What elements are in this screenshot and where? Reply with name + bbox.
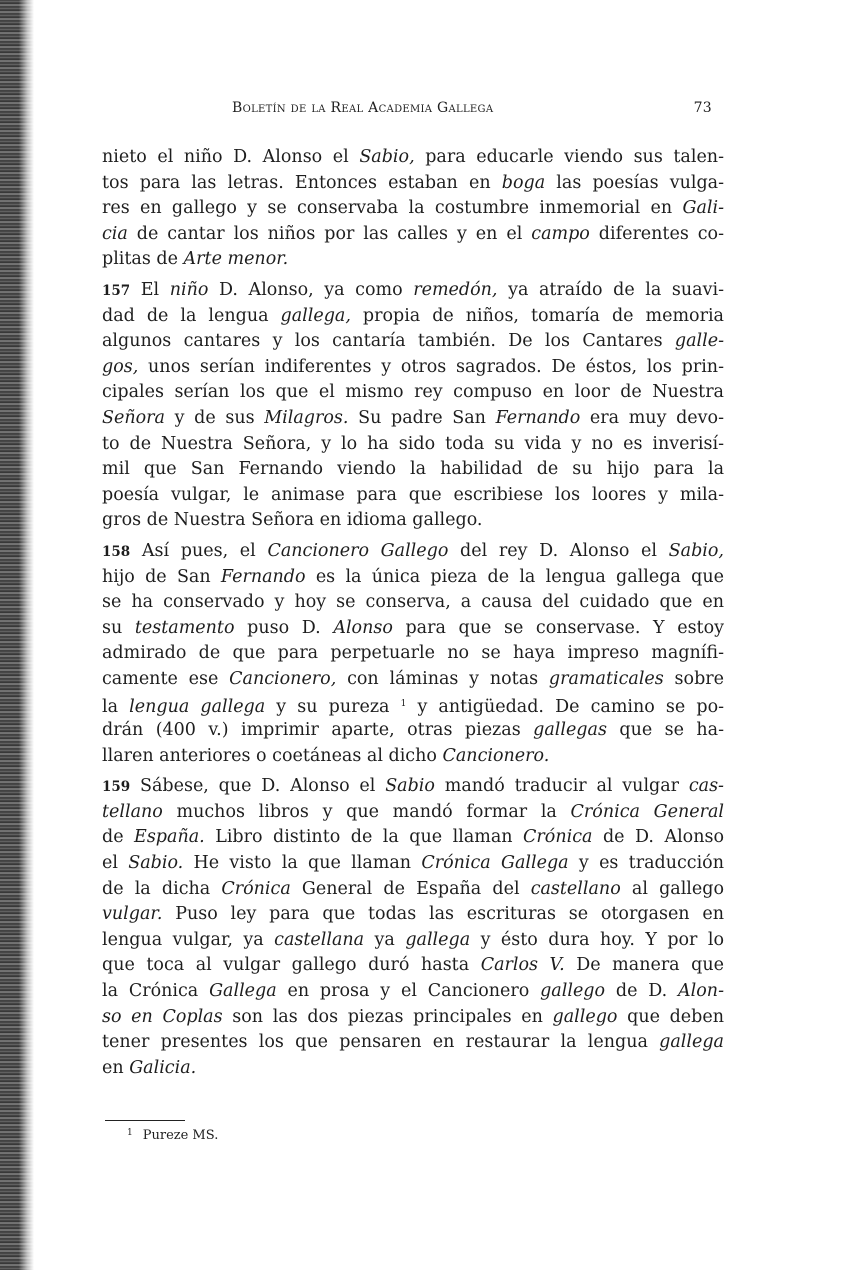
text-segment: gros de Nuestra Señora en idioma gallego. [102,510,483,531]
italic-text: Crónica Gallega [421,853,569,874]
italic-text: Sabio [385,776,435,797]
text-segment: mandó traducir al vulgar [434,776,689,797]
text-segment: puso D. [234,617,334,638]
italic-text: Fernando [495,407,581,428]
italic-text: Sabio, [359,147,415,167]
italic-text: Crónica [523,827,593,848]
text-line [102,539,724,565]
text-segment: drán (400 v.) imprimir aparte, otras piezas [102,720,534,741]
text-segment: de D. [605,981,679,1001]
text-line [102,508,724,534]
italic-text: Alon- [678,981,724,1001]
text-segment: Puso ley para que todas las escrituras se otorgasen en [162,904,724,925]
italic-text: Sabio. [128,853,184,874]
text-line [102,483,724,509]
italic-text: tellano [102,801,163,822]
italic-text: remedón, [413,279,498,300]
text-segment: tener presentes los que pensaren en restaurar la lengua [102,1032,660,1053]
text-line [102,877,724,903]
text-segment: las poesías vulga- [545,172,725,193]
italic-text: gallega, [280,305,351,326]
text-segment: ya [364,929,406,950]
text-line [102,902,724,928]
text-segment: y antigüedad. De camino se po- [406,697,725,718]
text-segment: dad de la lengua [102,305,281,326]
text-line [102,247,724,273]
text-segment: la [102,697,130,718]
italic-text: gos, [102,356,139,377]
text-segment: poesía vulgar, le animase para que escribiese los loores y mila- [102,484,724,505]
page-number: 73 [693,100,712,116]
italic-text: Cancionero Gallego [267,540,449,561]
text-line [102,744,724,770]
text-segment: para educarle viendo sus talen- [414,147,724,167]
text-line [102,565,724,591]
text-line [102,774,724,800]
text-segment: para que se conservase. Y estoy [392,617,724,638]
paragraph-number: 157 [102,282,131,299]
italic-text: Fernando [220,566,306,587]
text-segment: Sábese, que D. Alonso el [130,776,386,797]
text-segment: diferentes co- [589,223,724,244]
italic-text: gramaticales [548,668,664,689]
italic-text: vulgar. [102,904,163,925]
text-segment: de D. Alonso [592,827,724,848]
text-segment: General de España del [290,878,531,899]
text-segment: algunos cantares y los cantaría también. De los Cantares [102,331,675,352]
footnote-text: Pureze MS. [142,1128,219,1143]
text-segment: su [102,617,135,638]
book-binding-edge [0,0,34,1270]
italic-text: boga [501,172,546,193]
text-segment: y de sus [164,407,265,428]
text-segment: Su padre San [348,407,496,428]
text-line [102,278,724,304]
text-line [102,800,724,826]
italic-text: Galicia. [129,1057,197,1078]
text-line [102,692,724,718]
text-segment: con láminas y notas [336,668,549,689]
italic-text: galle- [674,331,724,352]
italic-text: castellano [530,878,621,899]
italic-text: gallego [552,1006,618,1027]
text-segment: en prosa y el Cancionero [276,981,541,1001]
italic-text: lengua gallega [129,697,266,718]
text-segment: de la dicha [102,878,222,899]
text-line [102,953,724,979]
text-segment: que deben [617,1006,724,1027]
paragraph-number: 159 [102,779,131,796]
text-segment: plitas de [102,249,184,270]
text-line [102,406,724,432]
text-segment: de [102,827,135,848]
text-line [102,667,724,693]
text-line [102,718,724,744]
text-segment: y es traducción [568,853,724,874]
text-line [102,616,724,642]
text-line [102,196,724,222]
italic-text: testamento [134,617,235,638]
text-segment: es la única pieza de la lengua gallega que [305,566,724,587]
text-segment: que se ha- [606,720,724,741]
italic-text: Crónica General [570,801,724,822]
footnote [127,1128,218,1143]
italic-text: cia [102,223,128,244]
text-line [102,979,724,1005]
text-segment: cipales serían los que el mismo rey compuso en loor de Nuestra [102,382,724,403]
italic-text: Gali- [682,198,724,219]
text-segment: He visto la que llaman [183,853,422,874]
text-segment: Así pues, el [130,540,268,561]
text-segment: propia de niños, tomaría de memoria [350,305,724,326]
italic-text: Arte menor. [183,249,289,270]
footnote-rule [105,1120,185,1121]
text-segment: al gallego [620,878,724,899]
text-line [102,145,724,171]
italic-text: Sabio, [668,540,724,561]
text-segment: hijo de San [102,566,221,587]
footnote-ref: 1 [400,699,407,710]
italic-text: campo [531,223,590,244]
italic-text: gallego [540,981,606,1001]
text-segment: son las dos piezas principales en [222,1006,553,1027]
text-line [102,590,724,616]
text-segment: y su pureza [265,697,401,718]
text-line [102,222,724,248]
text-line [102,1005,724,1031]
text-segment: tos para las letras. Entonces estaban en [102,172,502,193]
text-segment: admirado de que para perpetuarle no se haya impreso magnífi- [102,643,724,664]
text-segment: ya atraído de la suavi- [497,279,724,300]
text-segment: unos serían indiferentes y otros sagrados. De éstos, los prin- [138,356,724,377]
text-line [102,171,724,197]
italic-text: España. [134,827,205,848]
text-line [102,1056,724,1082]
italic-text: niño [169,279,209,300]
text-segment: la Crónica [102,981,210,1001]
italic-text: cas- [688,776,724,797]
italic-text: so en Coplas [102,1006,223,1027]
text-line [102,928,724,954]
text-line [102,304,724,330]
italic-text: Cancionero, [229,668,337,689]
italic-text: gallega [405,929,471,950]
running-header [232,100,712,122]
italic-text: Carlos V. [480,955,565,976]
italic-text: Alonso [333,617,393,638]
italic-text: Crónica [221,878,291,899]
text-segment: De manera que [564,955,724,976]
text-segment: que toca al vulgar gallego duró hasta [102,955,481,976]
text-line [102,380,724,406]
text-segment: del rey D. Alonso el [448,540,669,561]
italic-text: Cancionero. [442,745,550,766]
italic-text: gallega [659,1032,724,1053]
text-segment: en [102,1057,130,1078]
italic-text: gallegas [533,720,607,741]
text-segment: era muy devo- [580,407,725,428]
text-segment: muchos libros y que mandó formar la [162,801,571,822]
italic-text: castellana [274,929,365,950]
text-segment: de cantar los niños por las calles y en el [127,223,532,244]
italic-text: Gallega [209,981,277,1001]
text-segment: el [102,853,129,874]
text-segment: lengua vulgar, ya [102,929,275,950]
text-segment: nieto el niño D. Alonso el [102,147,360,167]
text-segment: Libro distinto de la que llaman [204,827,524,848]
text-line [102,329,724,355]
text-segment: mil que San Fernando viendo la habilidad de su hijo para la [102,459,724,480]
text-line [102,851,724,877]
text-line [102,641,724,667]
text-line [102,825,724,851]
italic-text: Señora [102,407,165,428]
text-segment: D. Alonso, ya como [208,279,414,300]
text-segment: sobre [663,668,724,689]
text-line [102,457,724,483]
text-segment: llaren anteriores o coetáneas al dicho [102,745,443,766]
text-line [102,355,724,381]
text-segment: y ésto dura hoy. Y por lo [470,929,724,950]
text-segment: to de Nuestra Señora, y lo ha sido toda su vida y no es inverisí- [102,433,724,454]
footnote-mark: 1 [127,1128,133,1138]
text-segment: res en gallego y se conservaba la costumbre inmemorial en [102,198,683,219]
italic-text: Milagros. [264,407,349,428]
journal-title: Boletín de la Real Academia Gallega [232,100,494,116]
text-segment: camente ese [102,668,230,689]
body-text [102,145,724,1081]
text-line [102,432,724,458]
text-segment: El [130,279,170,300]
text-segment: se ha conservado y hoy se conserva, a causa del cuidado que en [102,592,724,613]
paragraph-number: 158 [102,543,131,560]
text-line [102,1030,724,1056]
